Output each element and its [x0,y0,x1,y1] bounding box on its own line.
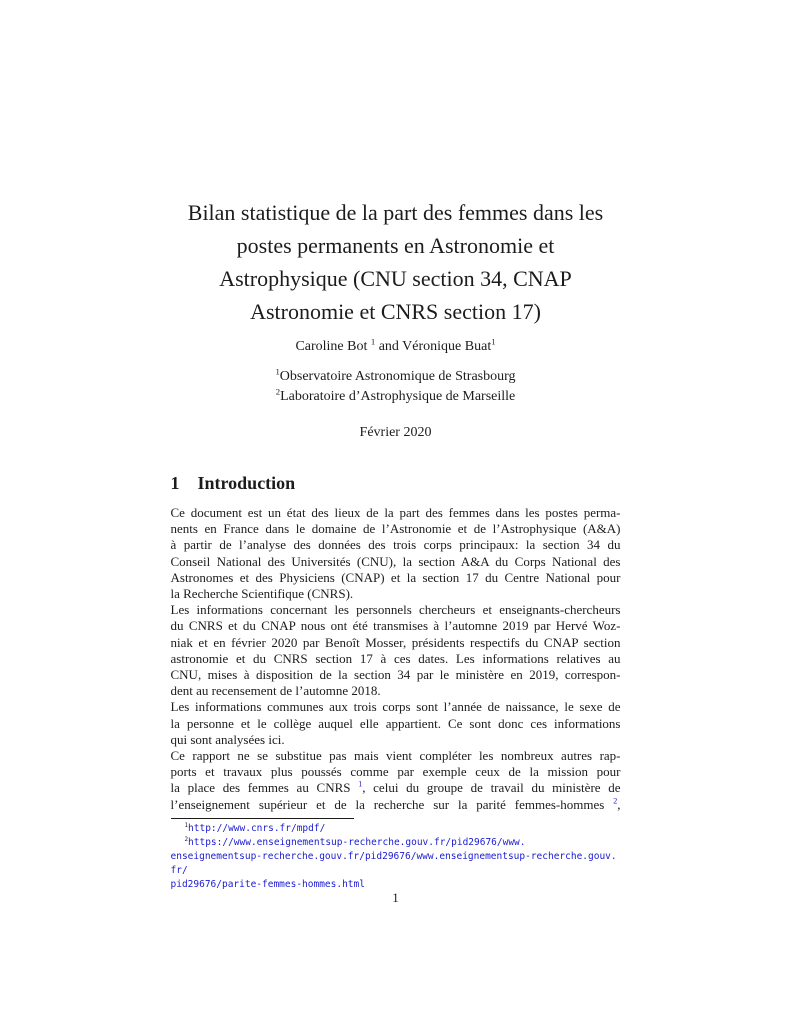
text-run: Astronomes et des Physiciens (CNAP) et la section 17 du Centre National pour [170,569,621,585]
paragraph-line [171,748,621,764]
paragraph-line [171,651,621,667]
paragraph-line [171,521,621,537]
section-heading [171,471,621,495]
text-run: astronomie et du CNRS section 17 à ces dates. Les informations relatives au [170,650,621,666]
footnote-url-link[interactable]: http://www.cnrs.fr/mpdf/ [188,822,326,834]
paragraph-line [171,764,621,780]
superscript-marker: 1 [275,366,280,377]
introduction-body [171,505,621,813]
author-line [171,337,621,357]
superscript-marker: 1 [184,822,189,829]
superscript-marker: 2 [275,386,281,397]
superscript-marker: 1 [370,336,376,347]
paragraph-line [171,699,621,715]
text-run: Conseil National des Universités (CNU), la section A&A du Corps National des [170,553,621,569]
paragraph-line [171,683,621,699]
paragraph [171,699,621,748]
footnote-rule [171,818,354,819]
paragraph-line [171,667,621,683]
paragraph-line [171,505,621,521]
page-number: 1 [392,890,399,905]
text-run: CNU, mises à disposition de la section 34 par le ministère en 2019, correspon- [170,667,621,683]
text-run: l’enseignement supérieur et de la recherche sur la parité femmes-hommes [170,796,614,812]
title-line: Astrophysique (CNU section 34, CNAP [219,266,572,291]
section-title: Introduction [197,473,296,493]
text-run: du CNRS et du CNAP nous ont été transmises à l’automne 2019 par Hervé Woz- [170,618,621,634]
text-run: Ce rapport ne se substitue pas mais vient compléter les nombreux autres rap- [170,748,621,764]
text-run: and Véronique Buat [375,339,492,354]
text-run: ports et travaux plus poussés comme par exemple ceux de la mission pour [170,764,621,780]
footnote-url-link[interactable]: enseignementsup-recherche.gouv.fr/pid29676/www.enseignementsup-recherche.gouv.fr/ [170,850,617,876]
title-line: Astronomie et CNRS section 17) [250,299,541,324]
paragraph [171,602,621,699]
paragraph-line [171,586,621,602]
affiliation-line [171,367,621,387]
footnotes [171,822,621,892]
content-column [171,196,621,892]
paragraph-line [171,618,621,634]
paragraph-line [171,797,621,813]
paragraph-line [171,602,621,618]
paragraph-line [171,537,621,553]
title-line: Bilan statistique de la part des femmes dans les [187,200,604,225]
title-line: postes permanents en Astronomie et [236,233,555,258]
paragraph-line [171,716,621,732]
superscript-marker: 2 [184,836,189,843]
section-number: 1 [170,473,180,493]
paragraph [171,505,621,602]
date: Février 2020 [359,425,432,440]
paragraph-line [171,732,621,748]
text-run: Laboratoire d’Astrophysique de Marseille [280,389,516,404]
paragraph [171,748,621,813]
text-run: niak et en février 2020 par Benoît Mosser, présidents respectifs du CNAP section [170,634,621,650]
footnote-line [171,822,621,836]
text-run: nents en France dans le domaine de l’Astronomie et de l’Astrophysique (A&A) [170,521,621,537]
affiliations [171,367,621,407]
paragraph-line [171,780,621,796]
text-run: Observatoire Astronomique de Strasbourg [279,369,516,384]
text-run: , [617,796,621,812]
paragraph-line [171,635,621,651]
text-run: qui sont analysées ici. [170,731,285,747]
footnote-url-link[interactable]: pid29676/parite-femmes-hommes.html [170,878,365,890]
text-run: dent au recensement de l’automne 2018. [170,683,381,699]
text-run: la personne et le collège auquel elle appartient. Ce sont donc ces informations [170,715,621,731]
text-run: Caroline Bot [295,339,371,354]
footnote-line [171,850,621,878]
text-run: Les informations communes aux trois corps sont l’année de naissance, le sexe de [170,699,621,715]
footnote-ref-link[interactable]: 1 [358,780,363,790]
text-run: , celui du groupe de travail du ministère de [362,780,621,796]
paragraph-line [171,554,621,570]
text-run: à partir de l’analyse des données des trois corps principaux: la section 34 du [170,537,621,553]
footnote-line [171,836,621,850]
paragraph-line [171,570,621,586]
superscript-marker: 1 [491,336,496,347]
text-run: la place des femmes au CNRS [170,780,359,796]
footnote-url-link[interactable]: https://www.enseignementsup-recherche.gouv.fr/pid29676/www. [188,836,526,848]
footnote-ref-link[interactable]: 2 [613,796,618,806]
text-run: Ce document est un état des lieux de la part des femmes dans les postes perma- [170,505,621,520]
paper-title [171,196,621,328]
affiliation-line [171,387,621,407]
text-run: la Recherche Scientifique (CNRS). [170,586,354,602]
text-run: Les informations concernant les personnels chercheurs et enseignants-chercheurs [170,602,621,618]
